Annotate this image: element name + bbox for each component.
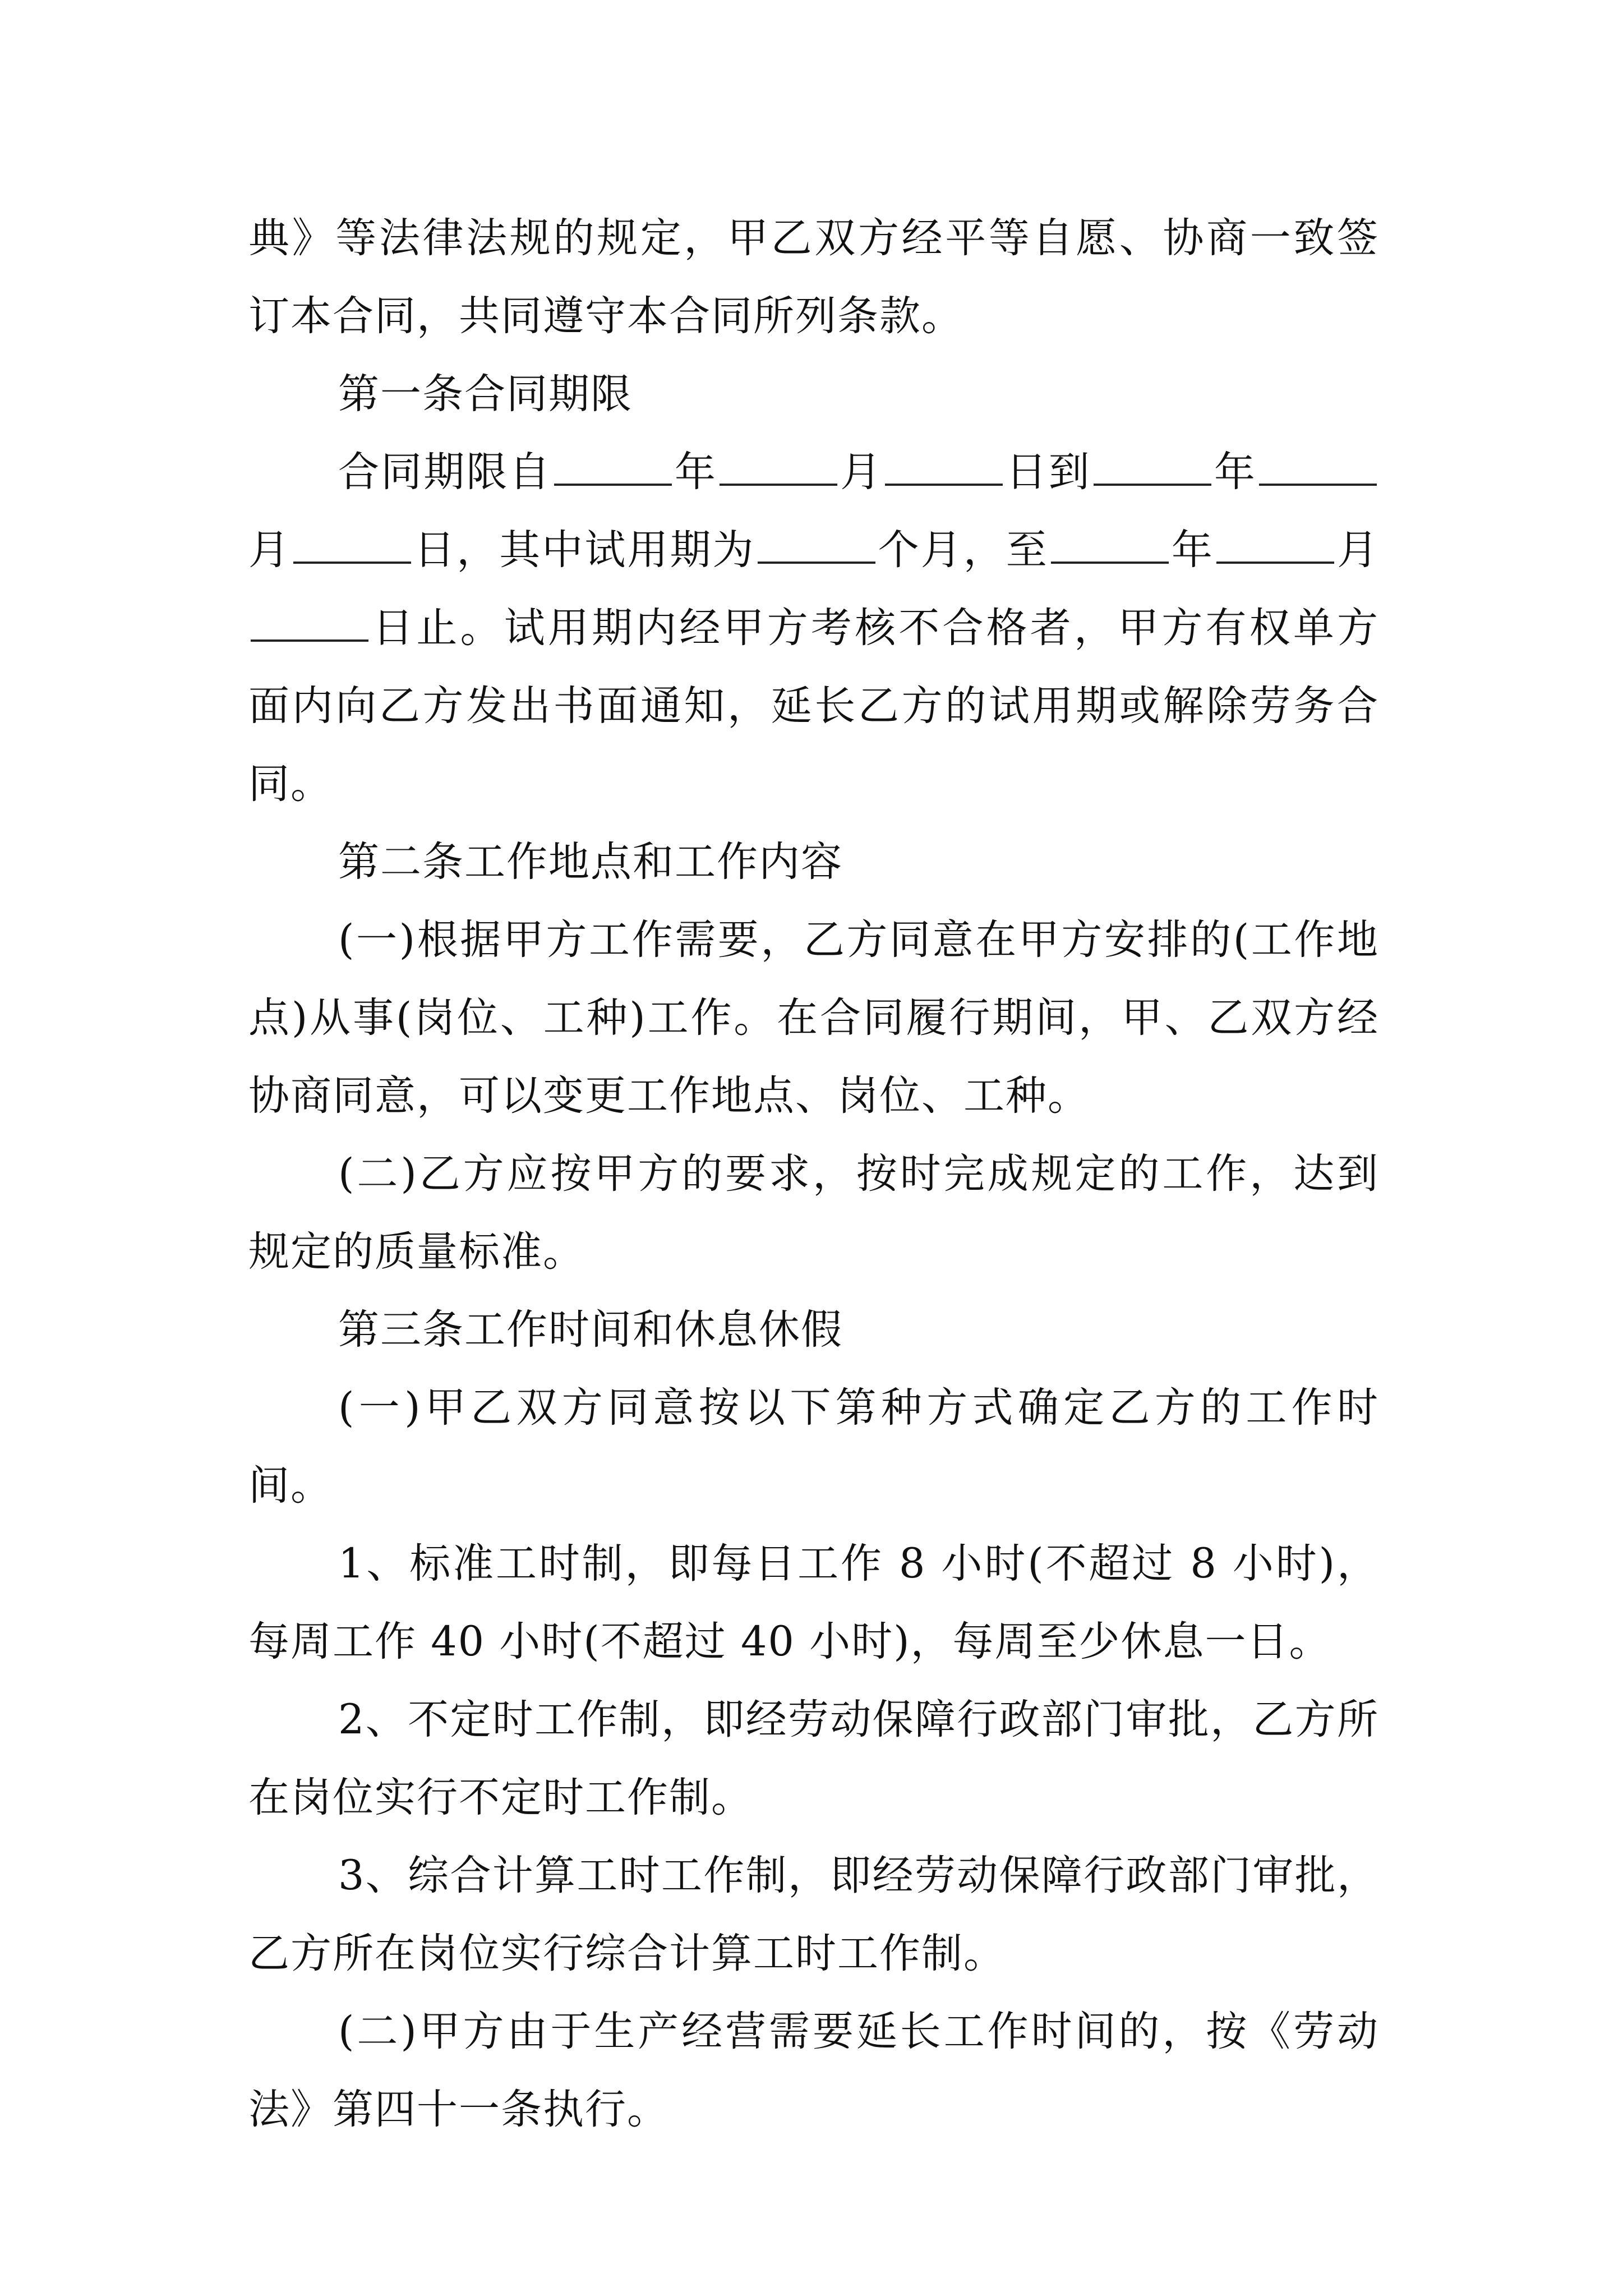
term-text: 个月，至 [877,526,1049,574]
blank-field [1051,527,1169,564]
term-text: 月 [248,526,292,574]
article-3-item-1: 1、标准工时制，即每日工作 8 小时(不超过 8 小时)，每周工作 40 小时(不超过 40 小时)，每周至少休息一日。 [248,1540,1379,1665]
article-2-clause-1: (一)根据甲方工作需要，乙方同意在甲方安排的(工作地点)从事(岗位、工种)工作。在合同履行期间，甲、乙双方经协商同意，可以变更工作地点、岗位、工种。 [248,916,1379,1120]
article-1-title: 第一条合同期限 [338,370,633,418]
term-text: 日止。试用期内经甲方考核不合格者，甲方有权单方面内向乙方发出书面通知，延长乙方的试用期或解除劳务合同。 [248,604,1379,808]
blank-field [554,449,672,486]
term-text: 年 [1213,448,1257,496]
article-3-clause-1: (一)甲乙双方同意按以下第种方式确定乙方的工作时间。 [248,1384,1379,1510]
blank-field [1259,449,1377,486]
blank-field [885,449,1003,486]
blank-field [251,605,368,642]
article-2-clause-2: (二)乙方应按甲方的要求，按时完成规定的工作，达到规定的质量标准。 [248,1150,1379,1276]
article-1-term-paragraph [248,433,1379,823]
term-text: 年 [674,448,718,496]
article-3-title: 第三条工作时间和休息休假 [338,1306,843,1354]
term-text: 月 [840,448,883,496]
term-text: 合同期限自 [338,448,552,496]
blank-field [720,449,837,486]
article-3-item-3: 3、综合计算工时工作制，即经劳动保障行政部门审批，乙方所在岗位实行综合计算工时工作制。 [248,1852,1379,1977]
term-text: 日，其中试用期为 [413,526,755,574]
term-text: 月 [1336,526,1380,574]
intro-paragraph: 典》等法律法规的规定，甲乙双方经平等自愿、协商一致签订本合同，共同遵守本合同所列条款。 [248,214,1379,340]
blank-field [293,527,411,564]
article-2-title: 第二条工作地点和工作内容 [338,838,843,886]
blank-field [1094,449,1211,486]
document-body [248,199,1379,2148]
blank-field [1216,527,1334,564]
blank-field [758,527,875,564]
term-text: 年 [1170,526,1214,574]
article-3-clause-2: (二)甲方由于生产经营需要延长工作时间的，按《劳动法》第四十一条执行。 [248,2008,1379,2133]
article-3-item-2: 2、不定时工作制，即经劳动保障行政部门审批，乙方所在岗位实行不定时工作制。 [248,1696,1379,1821]
term-text: 日到 [1005,448,1091,496]
